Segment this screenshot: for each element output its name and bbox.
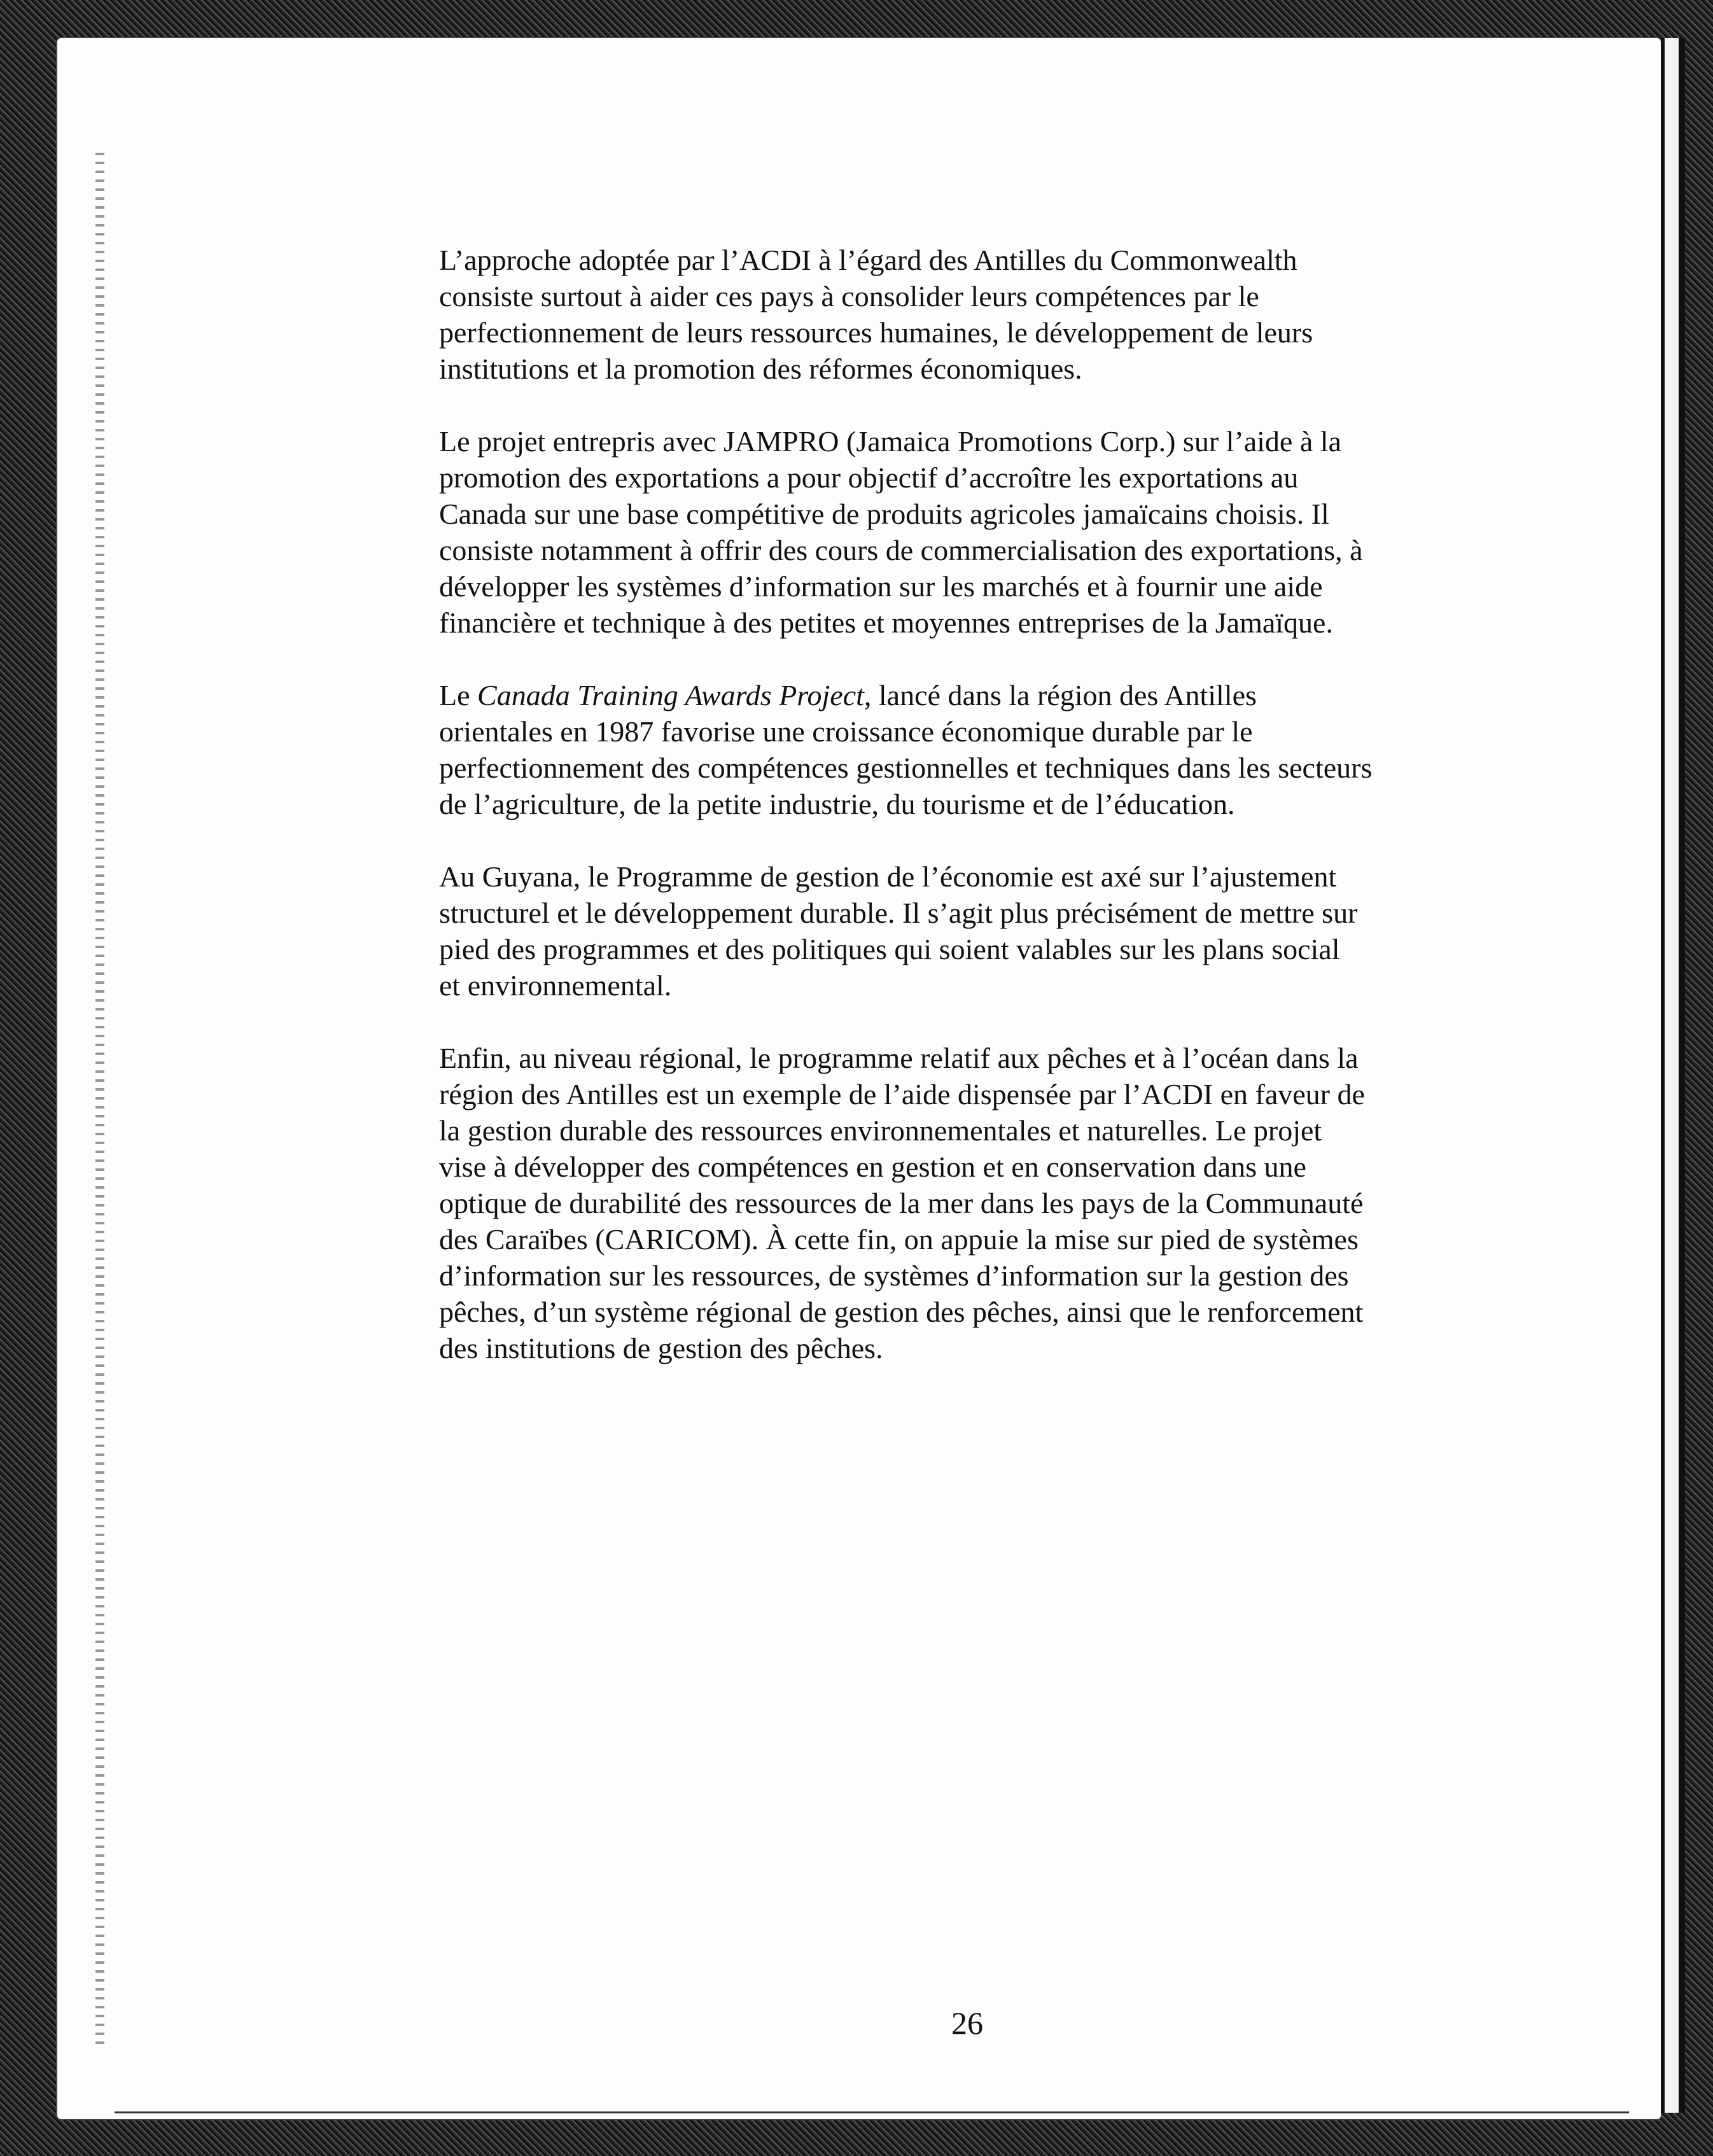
text-line: pêches, d’un système régional de gestion des pêches, ainsi que le renforcement (439, 1296, 1364, 1328)
text-line: d’information sur les ressources, de systèmes d’information sur la gestion des (439, 1259, 1349, 1292)
text-line: orientales en 1987 favorise une croissance économique durable par le (439, 715, 1253, 748)
text-line: promotion des exportations a pour objectif d’accroître les exportations au (439, 461, 1299, 494)
text-line: région des Antilles est un exemple de l’aide dispensée par l’ACDI en faveur de (439, 1078, 1365, 1110)
text-line (439, 677, 1514, 713)
paragraph-guyana (439, 858, 1514, 1004)
text-line: Au Guyana, le Programme de gestion de l’économie est axé sur l’ajustement (439, 860, 1337, 893)
text-line: Enfin, au niveau régional, le programme relatif aux pêches et à l’océan dans la (439, 1042, 1359, 1074)
binding-edge (95, 153, 104, 2049)
text-line: financière et technique à des petites et moyennes entreprises de la Jamaïque. (439, 606, 1333, 639)
text-line: la gestion durable des ressources environnementales et naturelles. Le projet (439, 1114, 1322, 1147)
paragraph-regional-fisheries (439, 1040, 1514, 1366)
text-line: L’approche adoptée par l’ACDI à l’égard des Antilles du Commonwealth (439, 244, 1297, 276)
paragraph-training-awards (439, 677, 1514, 822)
text-segment: Le (439, 679, 478, 711)
text-line: institutions et la promotion des réformes économiques. (439, 353, 1082, 385)
text-line: perfectionnement des compétences gestionnelles et techniques dans les secteurs (439, 752, 1373, 784)
text-segment: , lancé dans la région des Antilles (863, 679, 1257, 711)
text-line: vise à développer des compétences en gestion et en conservation dans une (439, 1151, 1306, 1183)
paragraph-commonwealth-approach (439, 242, 1514, 387)
body-text (439, 242, 1514, 1403)
text-line: pied des programmes et des politiques qui soient valables sur les plans social (439, 933, 1340, 965)
page-stack-edge (1661, 38, 1685, 2113)
page-bottom-edge (115, 2111, 1629, 2113)
text-line: perfectionnement de leurs ressources humaines, le développement de leurs (439, 316, 1313, 349)
text-line: optique de durabilité des ressources de la mer dans les pays de la Communauté (439, 1187, 1364, 1219)
project-name-italic: Canada Training Awards Project (477, 679, 864, 711)
text-line: consiste notamment à offrir des cours de commercialisation des exportations, à (439, 534, 1363, 566)
text-line: Le projet entrepris avec JAMPRO (Jamaica Promotions Corp.) sur l’aide à la (439, 425, 1341, 458)
text-line: Canada sur une base compétitive de produits agricoles jamaïcains choisis. Il (439, 498, 1329, 530)
page-number: 26 (951, 2005, 983, 2041)
text-line: structurel et le développement durable. Il s’agit plus précisément de mettre sur (439, 897, 1358, 929)
text-line: développer les systèmes d’information sur les marchés et à fournir une aide (439, 570, 1323, 603)
paragraph-jampro-project (439, 423, 1514, 641)
text-line: de l’agriculture, de la petite industrie, du tourisme et de l’éducation. (439, 788, 1235, 820)
text-line: consiste surtout à aider ces pays à consolider leurs compétences par le (439, 280, 1259, 312)
text-line: des institutions de gestion des pêches. (439, 1332, 883, 1364)
text-line: des Caraïbes (CARICOM). À cette fin, on appuie la mise sur pied de systèmes (439, 1223, 1359, 1256)
text-line: et environnemental. (439, 969, 672, 1002)
